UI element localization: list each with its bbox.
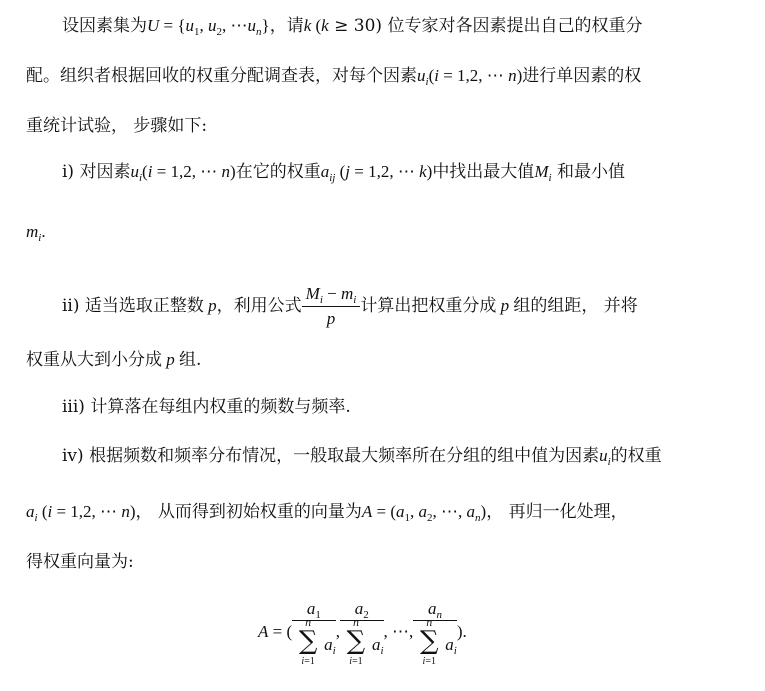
step-2-line-1: ii) 适当选取正整数 p，利用公式 $\frac{M_i - m_i}{p}$ 计算出把权重分成 p 组的组距， 并将 <box>62 282 638 331</box>
text: 配。组织者根据回收的权重分配调查表，对每个因素 <box>26 66 417 86</box>
text: 组. <box>179 350 202 370</box>
text: 得权重向量为: <box>26 552 134 572</box>
math-U: U <box>147 16 160 35</box>
step-4-line-3 <box>26 550 134 574</box>
step-label: ii) <box>62 296 80 316</box>
text: ≥ 30) 位专家对各因素提出自己的权重分 <box>328 16 643 36</box>
text: 对因素 <box>79 162 131 182</box>
interval-formula: $\frac{M_i - m_i}{p}$ <box>302 282 361 331</box>
step-label: i) <box>62 162 75 182</box>
text: ， 再归一化处理， <box>486 502 628 522</box>
text: 根据频数和频率分布情况，一般取最大频率所在分组的组中值为因素 <box>89 446 600 466</box>
step-1-line-2: $m_i$. <box>26 222 46 244</box>
math-k: k <box>321 16 329 35</box>
text: 在它的权重 <box>235 162 321 182</box>
text: ，请 <box>269 16 304 36</box>
step-2-line-2: 权重从大到小分成 p 组. <box>26 350 202 370</box>
paragraph-1-line-1: 设因素集为$U = \{u_1$, $u_2$, $\cdots u_n$}，请k (k ≥ 30) 位专家对各因素提出自己的权重分 <box>62 16 643 38</box>
step-1-line-1: i) 对因素$u_i(i = 1,2$, ⋯ n)在它的权重$a_{ij}$ (j = 1,2, ⋯ k)中找出最大值$M_i$ 和最小值 <box>62 162 625 184</box>
fraction-2: $a_2$ n ∑ i=1 $a_i$ <box>340 598 384 665</box>
paragraph-1-line-3 <box>26 114 207 138</box>
paragraph-1-line-2: 配。组织者根据回收的权重分配调查表，对每个因素$u_i(i = 1,2$, ⋯ n)进行单因素的权 <box>26 66 642 88</box>
text: ，利用公式 <box>216 296 302 316</box>
text: 设因素集为 <box>62 16 147 36</box>
text: 进行单因素的权 <box>522 66 642 86</box>
step-3-line-1 <box>62 395 351 419</box>
text: ， 从而得到初始权重的向量为 <box>135 502 362 522</box>
math-k: k <box>303 16 312 35</box>
fraction-n: $a_n$ n ∑ i=1 $a_i$ <box>413 598 457 665</box>
text: 组的组距， 并将 <box>513 296 638 316</box>
fraction-1: $a_1$ n ∑ i=1 $a_i$ <box>292 598 336 665</box>
step-label: iv) <box>62 446 84 466</box>
text: 和最小值 <box>556 162 625 182</box>
normalized-vector-formula: A = ( $a_1$ n ∑ i=1 $a_i$ , $a_2$ n ∑ i=1 $a_i$ , ⋯, $a_n$ n ∑ i=1 $a_i$ ). <box>258 599 467 667</box>
text: ( <box>311 16 322 35</box>
text: 重统计试验， 步骤如下: <box>26 116 208 136</box>
text: 中找出最大值 <box>432 162 535 182</box>
text: 适当选取正整数 <box>84 296 204 316</box>
step-4-line-1: iv) 根据频数和频率分布情况，一般取最大频率所在分组的组中值为因素$u_i$的权重 <box>62 446 662 468</box>
step-label: iii) <box>62 397 85 417</box>
step-4-line-2: $a_i$ (i = 1,2, ⋯ n)， 从而得到初始权重的向量为$A = (a_1$, $a_2$, ⋯, $a_n$)， 再归一化处理， <box>26 502 628 524</box>
math-eq: = { <box>159 16 186 35</box>
text: 的权重 <box>610 446 662 466</box>
text: 权重从大到小分成 <box>26 350 162 370</box>
text: 计算出把权重分成 <box>360 296 497 316</box>
text: 计算落在每组内权重的频数与频率. <box>90 397 351 417</box>
